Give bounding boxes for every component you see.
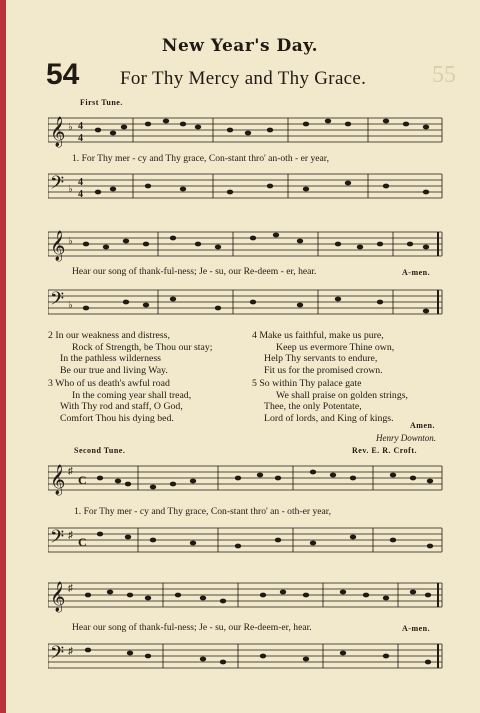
first-tune-label: First Tune. bbox=[80, 98, 123, 107]
verse-3-line-4: Comfort Thou his dying bed. bbox=[60, 412, 174, 424]
svg-text:𝄢: 𝄢 bbox=[50, 526, 65, 551]
verse-2-line-4: Be our true and living Way. bbox=[60, 364, 168, 376]
author-credit: Henry Downton. bbox=[376, 433, 436, 443]
second-tune-label: Second Tune. bbox=[74, 446, 126, 455]
svg-text:𝄢: 𝄢 bbox=[50, 288, 65, 313]
page-heading: New Year's Day. bbox=[161, 36, 319, 56]
staff-bass-3 bbox=[48, 520, 444, 562]
hymn-number: 54 bbox=[46, 58, 80, 91]
verse-2 bbox=[48, 330, 213, 376]
staff-bass-4 bbox=[48, 636, 444, 678]
verse-4 bbox=[252, 330, 394, 376]
svg-text:4: 4 bbox=[78, 121, 83, 132]
staff-treble-1 bbox=[48, 110, 444, 152]
verse-3 bbox=[48, 378, 191, 424]
svg-text:C: C bbox=[78, 535, 87, 549]
verse-2-line-2: Rock of Strength, be Thou our stay; bbox=[72, 341, 213, 353]
verse-5-line-3: Thee, the only Potentate, bbox=[264, 401, 362, 412]
verse-4-line-3: Help Thy servants to endure, bbox=[264, 353, 378, 364]
svg-text:C: C bbox=[78, 473, 87, 487]
svg-text:4: 4 bbox=[78, 177, 83, 188]
svg-text:♭: ♭ bbox=[68, 300, 73, 311]
verses-amen: Amen. bbox=[410, 421, 435, 430]
verse-4-line-1: 4 Make us faithful, make us pure, bbox=[252, 330, 384, 341]
verse-5-line-4: Lord of lords, and King of kings. bbox=[264, 412, 394, 424]
staff-bass-1 bbox=[48, 166, 444, 208]
svg-text:♯: ♯ bbox=[68, 583, 73, 594]
verse-5-line-2: We shall praise on golden strings, bbox=[276, 389, 408, 401]
svg-text:♭: ♭ bbox=[68, 184, 73, 195]
staff-treble-4 bbox=[48, 575, 444, 617]
bleed-through-number: 55 bbox=[432, 62, 456, 88]
second-tune-lyric-2: Hear our song of thank-ful-ness; Je - su, our Re-deem-er, hear. bbox=[72, 622, 312, 633]
verse-4-line-2: Keep us evermore Thine own, bbox=[276, 341, 395, 353]
svg-text:♯: ♯ bbox=[68, 466, 73, 477]
first-tune-lyric-2: Hear our song of thank-ful-ness; Je - su, our Re-deem - er, hear. bbox=[72, 266, 317, 277]
hymn-title: For Thy Mercy and Thy Grace. bbox=[120, 68, 367, 89]
svg-text:𝄞: 𝄞 bbox=[50, 465, 66, 494]
verse-3-line-2: In the coming year shall tread, bbox=[72, 389, 192, 401]
staff-bass-2 bbox=[48, 282, 444, 324]
second-tune-amen: A-men. bbox=[402, 624, 431, 633]
verse-2-line-1: 2 In our weakness and distress, bbox=[48, 330, 170, 341]
first-tune-lyric-1: 1. For Thy mer - cy and Thy grace, Con-stant thro' an-oth - er year, bbox=[72, 153, 330, 164]
verse-3-line-1: 3 Who of us death's awful road bbox=[48, 378, 170, 389]
red-page-edge bbox=[0, 0, 6, 713]
svg-text:𝄢: 𝄢 bbox=[50, 172, 65, 197]
staff-treble-3 bbox=[48, 458, 444, 500]
svg-text:4: 4 bbox=[78, 133, 83, 144]
second-tune-composer: Rev. E. R. Croft. bbox=[352, 446, 418, 455]
svg-text:♯: ♯ bbox=[68, 530, 73, 541]
second-tune-lyric-1: 1. For Thy mer - cy and Thy grace, Con-stant thro' an - oth-er year, bbox=[74, 506, 332, 517]
svg-text:𝄞: 𝄞 bbox=[50, 117, 66, 146]
verse-5 bbox=[252, 378, 408, 424]
svg-text:𝄢: 𝄢 bbox=[50, 642, 65, 667]
svg-text:𝄞: 𝄞 bbox=[50, 582, 66, 611]
verse-4-line-4: Fit us for the promised crown. bbox=[264, 364, 383, 376]
verse-2-line-3: In the pathless wilderness bbox=[60, 353, 161, 364]
svg-text:♭: ♭ bbox=[68, 122, 73, 133]
svg-text:𝄞: 𝄞 bbox=[50, 231, 66, 260]
svg-text:♭: ♭ bbox=[68, 236, 73, 247]
svg-text:♯: ♯ bbox=[68, 646, 73, 657]
verse-3-line-3: With Thy rod and staff, O God, bbox=[60, 401, 183, 412]
svg-text:4: 4 bbox=[78, 189, 83, 200]
first-tune-amen: A-men. bbox=[402, 268, 431, 277]
verse-5-line-1: 5 So within Thy palace gate bbox=[252, 378, 362, 389]
staff-treble-2 bbox=[48, 224, 444, 266]
